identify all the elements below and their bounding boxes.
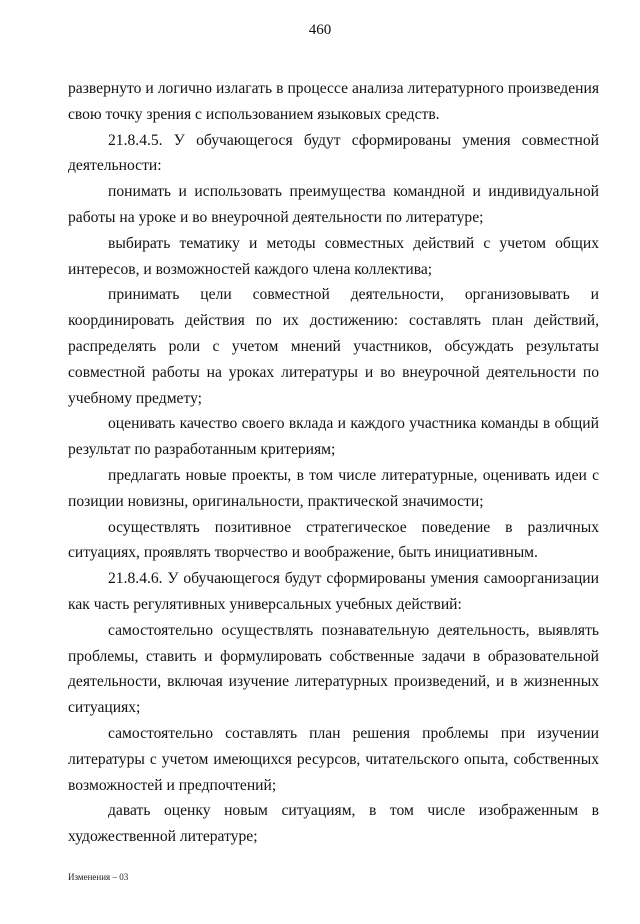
paragraph: развернуто и логично излагать в процессе анализа литературного произведения свою точку зрения с использованием языковых средств. <box>68 80 599 123</box>
list-item: давать оценку новым ситуациям, в том числе изображенным в художественной литературе; <box>68 802 599 846</box>
section-heading-21-8-4-5: 21.8.4.5. У обучающегося будут сформированы умения совместной деятельности: <box>68 131 599 175</box>
body-text <box>68 76 599 850</box>
list-item: самостоятельно осуществлять познавательную деятельность, выявлять проблемы, ставить и формулировать собственные задачи в образовательной деятельности, включая изучение литературных произведений, и в жизненных ситуациях; <box>68 621 599 717</box>
list-item: выбирать тематику и методы совместных действий с учетом общих интересов, и возможностей каждого члена коллектива; <box>68 234 599 278</box>
footer-revision-note: Изменения – 03 <box>68 872 129 882</box>
list-item: предлагать новые проекты, в том числе литературные, оценивать идеи с позиции новизны, оригинальности, практической значимости; <box>68 466 599 510</box>
list-item: принимать цели совместной деятельности, организовывать и координировать действия по их достижению: составлять план действий, распределять роли с учетом мнений участников, обсуждать результаты совместной работы на уроках литературы и во внеурочной деятельности по учебному предмету; <box>68 286 599 407</box>
list-item: самостоятельно составлять план решения проблемы при изучении литературы с учетом имеющихся ресурсов, читательского опыта, собственных возможностей и предпочтений; <box>68 724 599 794</box>
list-item: оценивать качество своего вклада и каждого участника команды в общий результат по разработанным критериям; <box>68 415 599 459</box>
list-item: понимать и использовать преимущества командной и индивидуальной работы на уроке и во внеурочной деятельности по литературе; <box>68 183 599 226</box>
list-item: осуществлять позитивное стратегическое поведение в различных ситуациях, проявлять творчество и воображение, быть инициативным. <box>68 518 599 562</box>
page-number: 460 <box>308 22 332 38</box>
section-heading-21-8-4-6: 21.8.4.6. У обучающегося будут сформированы умения самоорганизации как часть регулятивных универсальных учебных действий: <box>68 570 599 613</box>
